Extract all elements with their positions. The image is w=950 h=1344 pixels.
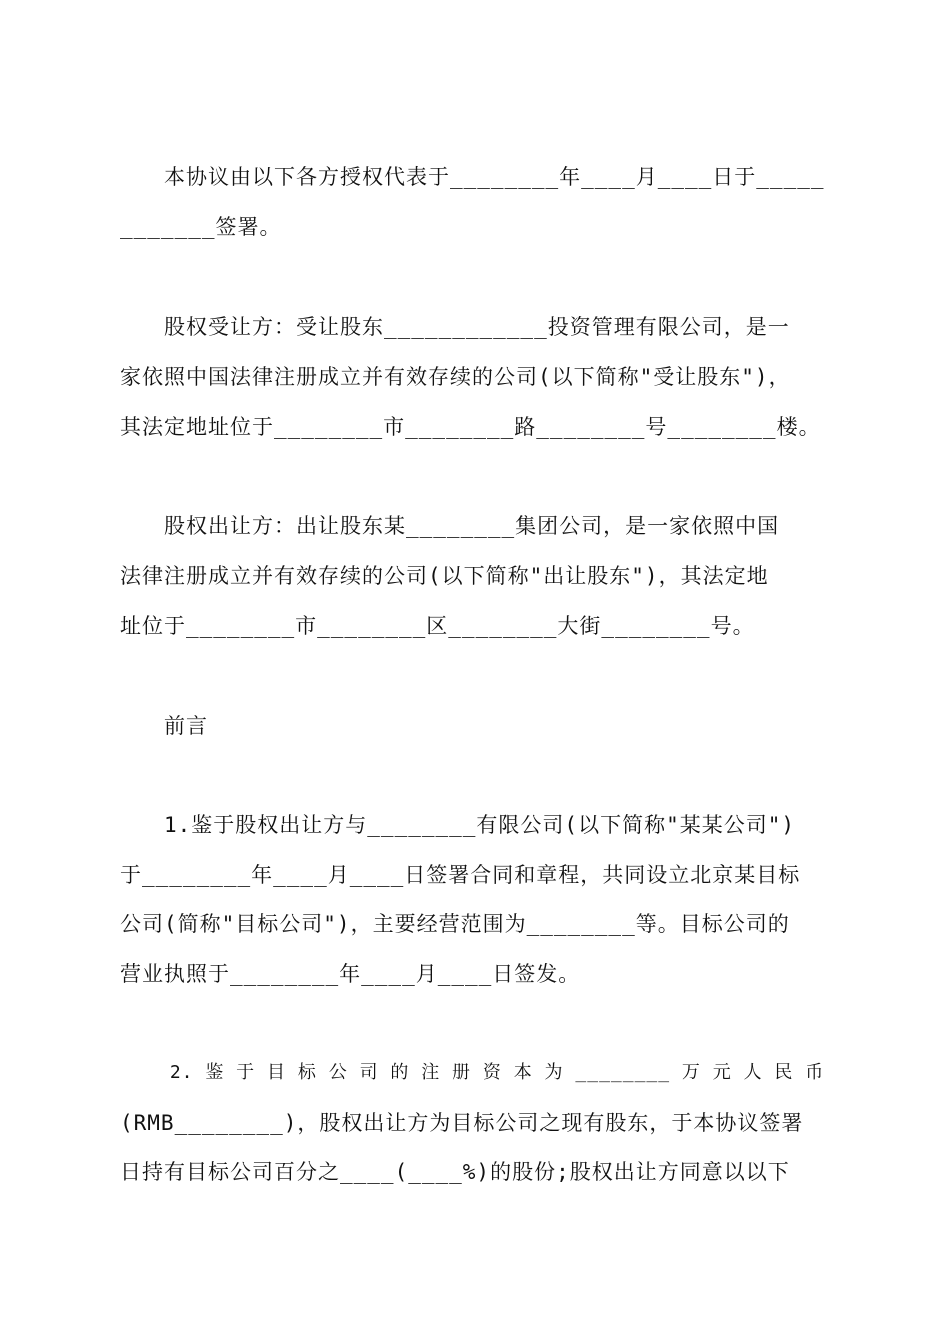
- signing-clause-line-2: _______签署。: [120, 215, 282, 239]
- recital-1-line-4: 营业执照于________年____月____日签发。: [120, 962, 581, 986]
- preamble-heading: 前言: [120, 714, 208, 738]
- transferor-clause-line-1: 股权出让方：出让股东某________集团公司，是一家依照中国: [120, 514, 780, 538]
- recital-1-line-2: 于________年____月____日签署合同和章程，共同设立北京某目标: [120, 863, 801, 887]
- recital-1-line-1: 1.鉴于股权出让方与________有限公司(以下简称"某某公司"): [120, 813, 796, 837]
- recital-1-line-3: 公司(简称"目标公司")，主要经营范围为________等。目标公司的: [120, 912, 790, 936]
- transferor-clause-line-2: 法律注册成立并有效存续的公司(以下简称"出让股东")，其法定地: [120, 564, 769, 588]
- recital-2-line-3: 日持有目标公司百分之____(____%)的股份;股权出让方同意以以下: [120, 1160, 790, 1184]
- signing-clause-line-1: 本协议由以下各方授权代表于________年____月____日于_____: [120, 165, 825, 189]
- recital-2-line-1: 2. 鉴 于 目 标 公 司 的 注 册 资 本 为 ________ 万 元 人 民 币: [120, 1062, 825, 1083]
- transferor-clause-line-3: 址位于________市________区________大街________号。: [120, 614, 755, 638]
- transferee-clause-line-3: 其法定地址位于________市________路________号________楼。: [120, 415, 821, 439]
- transferee-clause-line-2: 家依照中国法律注册成立并有效存续的公司(以下简称"受让股东")，: [120, 365, 791, 389]
- recital-2-line-2: (RMB________)，股权出让方为目标公司之现有股东，于本协议签署: [120, 1111, 804, 1135]
- transferee-clause-line-1: 股权受让方：受让股东____________投资管理有限公司，是一: [120, 315, 790, 339]
